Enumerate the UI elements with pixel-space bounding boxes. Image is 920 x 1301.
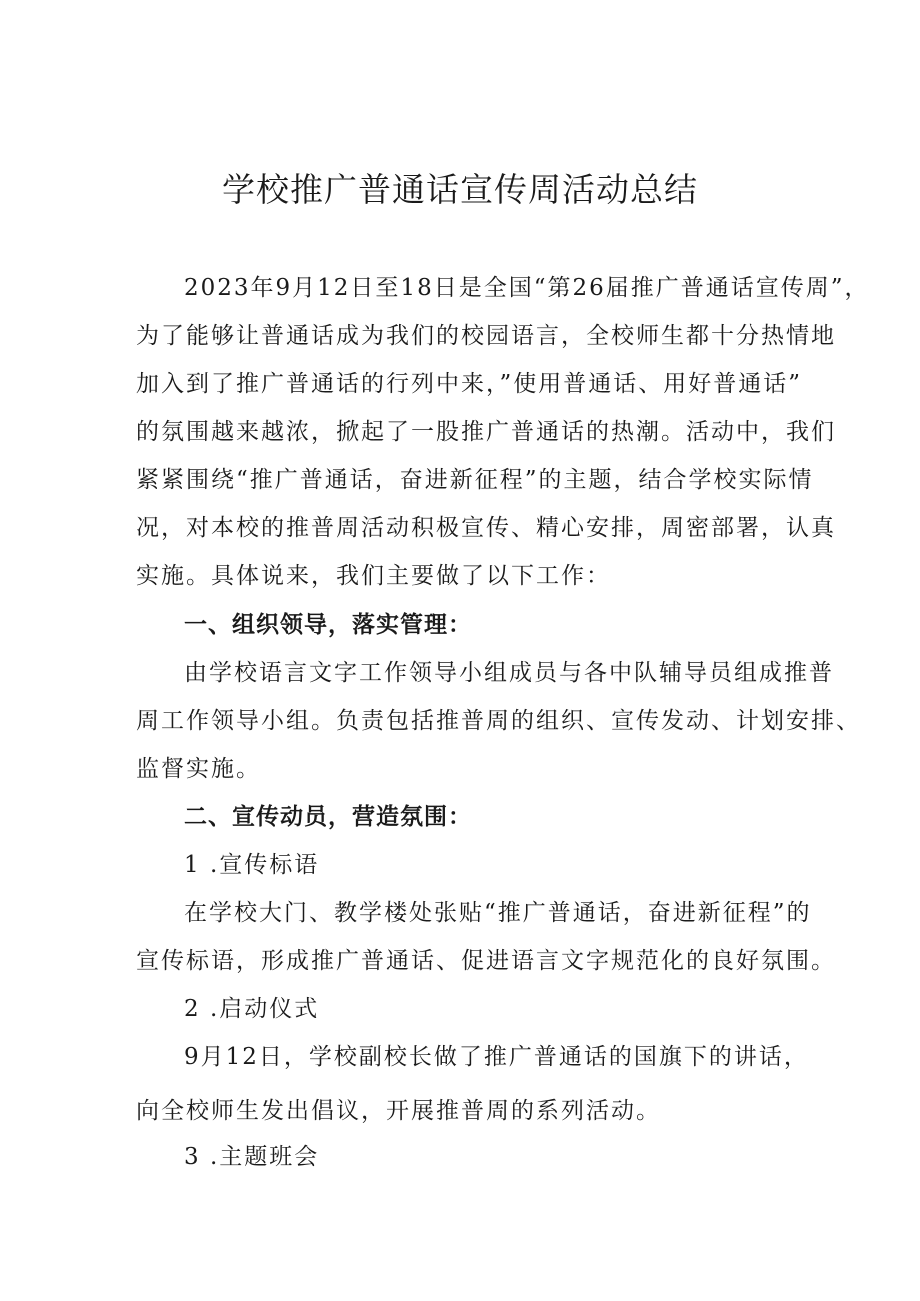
intro-line-7: 实施。具体说来，我们主要做了以下工作：	[136, 563, 611, 589]
item2-label: 2 .启动仪式	[184, 996, 320, 1022]
item2-line-1: 9月12日，学校副校长做了推广普通话的国旗下的讲话，	[184, 1044, 809, 1070]
section1-heading: 一、组织领导，落实管理：	[184, 612, 472, 638]
intro-line-2: 为了能够让普通话成为我们的校园语言，全校师生都十分热情地	[136, 323, 836, 349]
section1-line-1: 由学校语言文字工作领导小组成员与各中队辅导员组成推普	[184, 660, 834, 686]
intro-line-6: 况，对本校的推普周活动积极宣传、精心安排，周密部署，认真	[136, 515, 836, 541]
section1-line-2: 周工作领导小组。负责包括推普周的组织、宣传发动、计划安排、	[136, 708, 861, 734]
intro-line-1: 2023年9月12日至18日是全国“第26届推广普通话宣传周”，	[184, 275, 870, 301]
item1-label: 1 .宣传标语	[184, 852, 320, 878]
item1-line-2: 宣传标语，形成推广普通话、促进语言文字规范化的良好氛围。	[136, 948, 836, 974]
item3-label: 3 .主题班会	[184, 1144, 320, 1170]
document-title: 学校推广普通话宣传周活动总结	[222, 170, 698, 209]
section1-line-3: 监督实施。	[136, 756, 261, 782]
item2-line-2: 向全校师生发出倡议，开展推普周的系列活动。	[136, 1098, 661, 1124]
item1-line-1: 在学校大门、教学楼处张贴“推广普通话，奋进新征程”的	[184, 900, 812, 926]
intro-line-3: 加入到了推广普通话的行列中来，”使用普通话、用好普通话”	[136, 371, 803, 397]
section2-heading: 二、宣传动员，营造氛围：	[184, 804, 472, 830]
intro-line-4: 的氛围越来越浓，掀起了一股推广普通话的热潮。活动中，我们	[136, 419, 836, 445]
intro-line-5: 紧紧围绕“推广普通话，奋进新征程”的主题，结合学校实际情	[136, 467, 814, 493]
